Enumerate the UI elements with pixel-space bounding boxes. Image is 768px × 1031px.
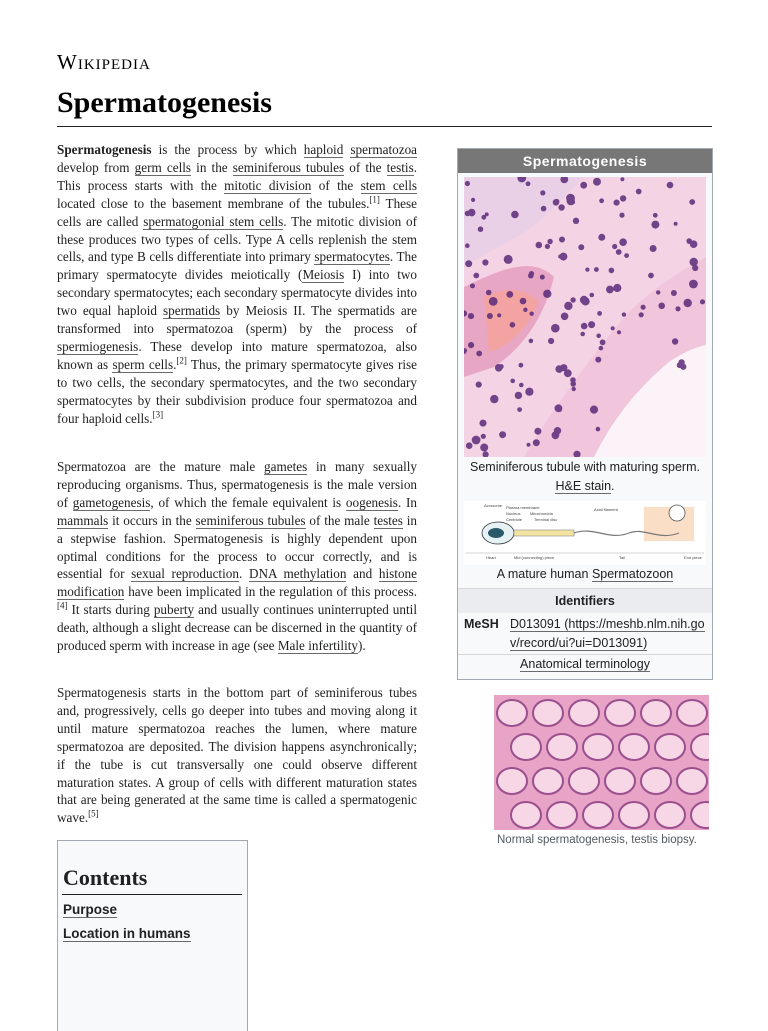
toc-item-purpose[interactable]	[63, 902, 117, 917]
page-title: Spermatogenesis	[57, 86, 272, 119]
testis-biopsy-caption: Normal spermatogenesis, testis biopsy.	[497, 834, 697, 846]
diagram-label: Terminal disc	[534, 517, 558, 522]
inline-link[interactable]: testis	[386, 159, 414, 175]
toc-link[interactable]: Purpose	[63, 902, 118, 917]
toc-item-location[interactable]	[63, 926, 191, 941]
reference-link[interactable]: [2]	[176, 355, 187, 366]
identifiers-header: Identifiers	[458, 589, 712, 613]
toc-divider	[62, 894, 242, 895]
inline-link[interactable]: Male infertility	[277, 638, 359, 654]
inline-link[interactable]: mammals	[57, 512, 109, 528]
inline-link[interactable]: gametes	[264, 459, 308, 474]
inline-link[interactable]: puberty	[153, 602, 195, 618]
inline-link[interactable]: DNA methylation	[248, 566, 347, 582]
caption-1-text: Seminiferous tubule with maturing sperm.	[470, 460, 700, 474]
inline-link[interactable]: Meiosis	[302, 267, 345, 283]
mesh-label: MeSH	[464, 617, 499, 631]
inline-link[interactable]: seminiferous tubules	[195, 512, 306, 528]
infobox-divider	[458, 654, 712, 655]
he-stain-link[interactable]: H&E stain	[555, 479, 612, 493]
inline-link[interactable]: spermatids	[163, 303, 221, 319]
infobox-title: Spermatogenesis	[458, 149, 712, 173]
inline-link[interactable]: haploid	[303, 142, 344, 157]
infobox-caption-1	[464, 458, 706, 496]
inline-link[interactable]: sexual reproduction	[131, 566, 239, 582]
inline-link[interactable]: spermatogonial stem cells	[143, 213, 284, 229]
inline-link[interactable]: oogenesis	[345, 494, 398, 510]
wikipedia-wordmark[interactable]: Wikipedia	[57, 50, 151, 74]
diagram-label: End piece	[684, 555, 702, 560]
caption-2-text: A mature human	[496, 567, 592, 581]
toc-title: Contents	[63, 865, 148, 890]
table-of-contents	[57, 840, 248, 1031]
title-divider	[57, 126, 712, 127]
reference-link[interactable]: [5]	[88, 808, 99, 819]
reference-link[interactable]: [4]	[57, 600, 68, 611]
diagram-label: Mitochondria	[530, 511, 553, 516]
inline-link[interactable]: spermiogenesis	[57, 338, 139, 354]
infobox	[457, 148, 713, 680]
diagram-label: Head	[486, 555, 496, 560]
inline-link[interactable]: sperm cells	[112, 356, 174, 372]
paragraph-gametes: Spermatozoa are the mature male gametes in many sexually reproducing organisms. Thus, spermatogenesis is the male version of gametogenesis, of which the female equivalent is oogenesis. In mammals it occurs in the seminiferous tubules of the male testes in a stepwise fashion. Spermatogenesis is highly dependent upon optimal conditions for the process to occur correctly, and is essential for sexual reproduction. DNA methylation and histone modification have been implicated in the regulation of this process.[4] It starts during puberty and usually continues uninterrupted until death, although a slight decrease can be discerned in the quantity of produced sperm with increase in age (see Male infertility).	[57, 459, 417, 654]
diagram-label: Nucleus	[506, 511, 521, 516]
anatomical-terminology-text[interactable]: Anatomical terminology	[520, 657, 650, 671]
inline-link[interactable]: gametogenesis	[72, 494, 151, 510]
diagram-label: Axial filament	[594, 507, 618, 512]
toc-link[interactable]: Location in humans	[63, 926, 191, 941]
paragraph-intro: Spermatogenesis is the process by which haploid spermatozoa develop from germ cells in the seminiferous tubules of the testis. This process starts with the mitotic division of the stem cells located close to the basement membrane of the tubules.[1] These cells are called spermatogonial stem cells. The mitotic division of these produces two types of cells. Type A cells replenish the stem cells, and type B cells differentiate into primary spermatocytes. The primary spermatocyte divides meiotically (Meiosis I) into two secondary spermatocytes; each secondary spermatocyte divides into two equal haploid spermatids by Meiosis II. The spermatids are transformed into spermatozoa (sperm) by the process of spermiogenesis. These develop into mature spermatozoa, also known as sperm cells.[2] Thus, the primary spermatocyte gives rise to two cells, the secondary spermatocytes, and the two secondary spermatocytes by their subdivision produce four spermatozoa and four haploid cells.[3]	[57, 142, 418, 426]
seminiferous-tubule-image[interactable]	[464, 177, 706, 457]
inline-link[interactable]: spermatocytes	[314, 249, 390, 265]
inline-link[interactable]: testes	[373, 512, 403, 528]
diagram-label: Mid (connecting) piece	[514, 555, 555, 560]
bold-term: Spermatogenesis	[57, 142, 152, 157]
infobox-caption-2	[464, 567, 706, 581]
inline-link[interactable]: histone modification	[57, 566, 417, 600]
spermatozoon-diagram[interactable]	[464, 501, 706, 565]
diagram-label: Plasma membrane	[506, 505, 540, 510]
spermatozoon-link[interactable]: Spermatozoon	[591, 567, 674, 581]
diagram-label: Acrosome	[484, 503, 503, 508]
paragraph-location: Spermatogenesis starts in the bottom part of seminiferous tubes and, progressively, cells go deeper into tubes and moving along it until mature spermatozoa reaches the lumen, where mature spermatozoa are deposited. The division happens asynchronically; if the tube is cut transversally one could observe different maturation states. A group of cells with different maturation states that are being generated at the same time is called a spermatogenic wave.[5]	[57, 685, 417, 826]
inline-link[interactable]: stem cells	[360, 177, 417, 193]
inline-link[interactable]: spermatozoa	[350, 142, 418, 157]
diagram-label: Centriole	[506, 517, 523, 522]
reference-link[interactable]: [3]	[152, 409, 164, 420]
inline-link[interactable]: mitotic division	[224, 177, 312, 193]
diagram-label: Tail	[619, 555, 626, 560]
reference-link[interactable]: [1]	[369, 194, 380, 205]
anatomical-terminology-link[interactable]	[458, 657, 712, 671]
inline-link[interactable]: germ cells	[134, 159, 192, 175]
inline-link[interactable]: seminiferous tubules	[232, 159, 345, 175]
testis-biopsy-image[interactable]	[494, 695, 709, 830]
mesh-link[interactable]	[510, 615, 706, 653]
caption-1-end: .	[611, 479, 615, 493]
mesh-link-text[interactable]: D013091 (https://meshb.nlm.nih.gov/record/ui?ui=D013091)	[510, 617, 705, 650]
